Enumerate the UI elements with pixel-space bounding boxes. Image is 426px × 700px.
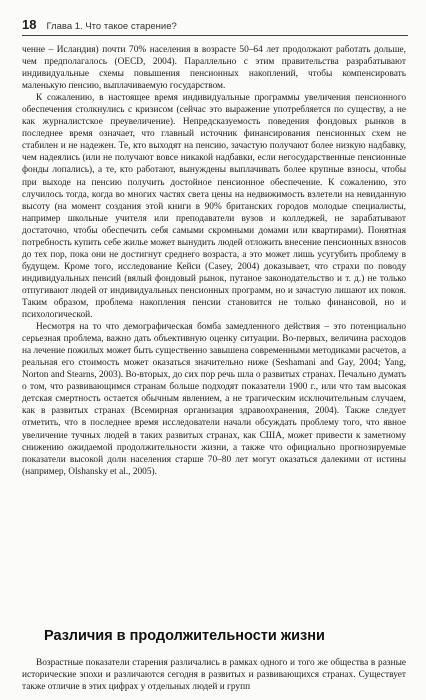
paragraph-1: ченне – Исландия) почти 70% населения в возрасте 50–64 лет продолжают работать дольше, чем предполагалось (OECD, 2004). Параллельно с этим правительства разрабатывают индивидуальные схемы повышения пенсионных накоплений, чтобы компенсировать маленькую пенсию, выплачиваемую государством. — [22, 45, 406, 92]
paragraph-2: К сожалению, в настоящее время индивидуальные программы увеличения пенсионного обеспечения столкнулись с кризисом (сейчас это выражение употребляется по существу, а не как журналистское преувеличение). Непредсказуемость поведения фондовых рынков в последнее время означает, что главный источник финансирования пенсионных схем не стабилен и не надежен. Те, кто выходят на пенсию, зачастую получают более низкую надбавку, чем надеялись (или не получают вовсе никакой надбавки, если негосударственные пенсионные фонды лопались), а те, кто работают, вынуждены выплачивать более крупные взносы, чтобы при выходе на пенсию получить достойное пенсионное обеспечение. К сожалению, это случилось тогда, когда во многих частях света цены на недвижимость взлетели на невиданную высоту (на момент создания этой книги в 90% британских городов молодые специалисты, например школьные учителя или преподаватели вузов и колледжей, не зарабатывают достаточно, чтобы обеспечить себя самыми скромными домами или квартирами). Понятная потребность купить себе жилье может вынудить людей отложить внесение пенсионных взносов до тех пор, пока они не достигнут среднего возраста, а это может лишь усугубить проблему в будущем. Кроме того, исследование Кейси (Casey, 2004) доказывает, что страхи по поводу индивидуальных пенсий (вялый фондовый рынок, путаное законодательство и т. д.) не только отпугивают людей от индивидуальных пенсионных программ, но и зачастую лишают их покоя. Таким образом, проблема накопления пенсии становится не только финансовой, но и психологической. — [22, 93, 406, 321]
page-header — [22, 14, 408, 36]
section-body — [22, 657, 406, 693]
page-number: 18 — [22, 17, 37, 32]
running-head: Глава 1. Что такое старение? — [46, 21, 177, 32]
body-text — [22, 44, 406, 478]
section-paragraph-1: Возрастные показатели старения различались в рамках одного и того же общества в разные исторические эпохи и различаются сегодня в развитых и развивающихся странах. Существует также отличие в этих цифрах у отдельных людей и групп — [22, 658, 406, 693]
paragraph-3: Несмотря на то что демографическая бомба замедленного действия – это потенциально серьезная проблема, важно дать объективную оценку ситуации. Во-первых, величина расходов на лечение пожилых может быть существенно завышена современными методиками расчетов, а реальная его стоимость может оказаться значительно ниже (Seshamani and Gay, 2004; Yang, Norton and Stearns, 2003). Во-вторых, до сих пор речь шла о развитых странах. Печально думать о том, что развивающимся странам больше подходят показатели 1900 г., или что там высокая детская смертность остается обычным явлением, а не трагическим исключительным случаем, как в развитых странах (Всемирная организация здравоохранения, 2004). Также следует отметить, что в последнее время исследователи начали обсуждать проблему того, что явное увеличение тучных людей в таких развитых странах, как США, может привести к заметному снижению ожидаемой продолжительности жизни, а также что официально прогнозируемые показатели высокой доли населения старше 70–80 лет могут оказаться далекими от истины (например, Olshansky et al., 2005). — [22, 322, 406, 477]
section-heading: Различия в продолжительности жизни — [44, 628, 325, 644]
